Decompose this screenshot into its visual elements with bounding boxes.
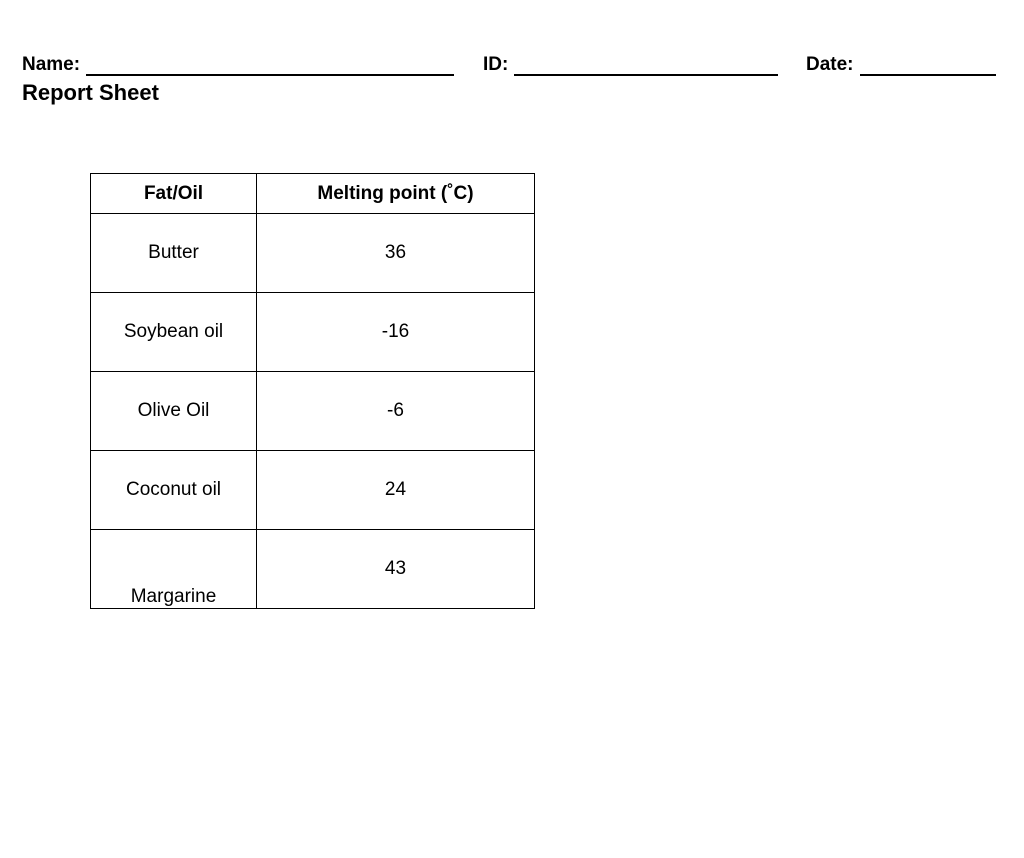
id-field	[483, 50, 778, 76]
name-label: Name:	[22, 54, 81, 75]
melting-point-cell: 24	[257, 451, 535, 530]
table-row	[91, 451, 535, 530]
table-header-row	[91, 174, 535, 214]
id-label: ID:	[483, 54, 509, 75]
name-blank-line[interactable]	[86, 54, 454, 76]
melting-point-cell: 36	[257, 214, 535, 293]
name-field	[22, 50, 454, 76]
melting-point-cell: 43	[257, 530, 535, 609]
table-row	[91, 214, 535, 293]
fat-cell: Coconut oil	[91, 451, 257, 530]
fat-cell: Margarine	[91, 530, 257, 609]
melting-point-cell: -16	[257, 293, 535, 372]
column-header-melting-point: Melting point (˚C)	[257, 174, 535, 214]
melting-point-table	[90, 173, 535, 609]
id-blank-line[interactable]	[514, 54, 778, 76]
melting-point-cell: -6	[257, 372, 535, 451]
table-row	[91, 372, 535, 451]
fat-cell: Soybean oil	[91, 293, 257, 372]
date-field	[806, 50, 996, 76]
fat-cell: Butter	[91, 214, 257, 293]
header-fields	[22, 50, 1002, 76]
date-blank-line[interactable]	[860, 54, 996, 76]
table-row	[91, 530, 535, 609]
fat-cell: Olive Oil	[91, 372, 257, 451]
column-header-fat-oil: Fat/Oil	[91, 174, 257, 214]
report-title: Report Sheet	[22, 80, 159, 105]
date-label: Date:	[806, 54, 854, 75]
table-row	[91, 293, 535, 372]
